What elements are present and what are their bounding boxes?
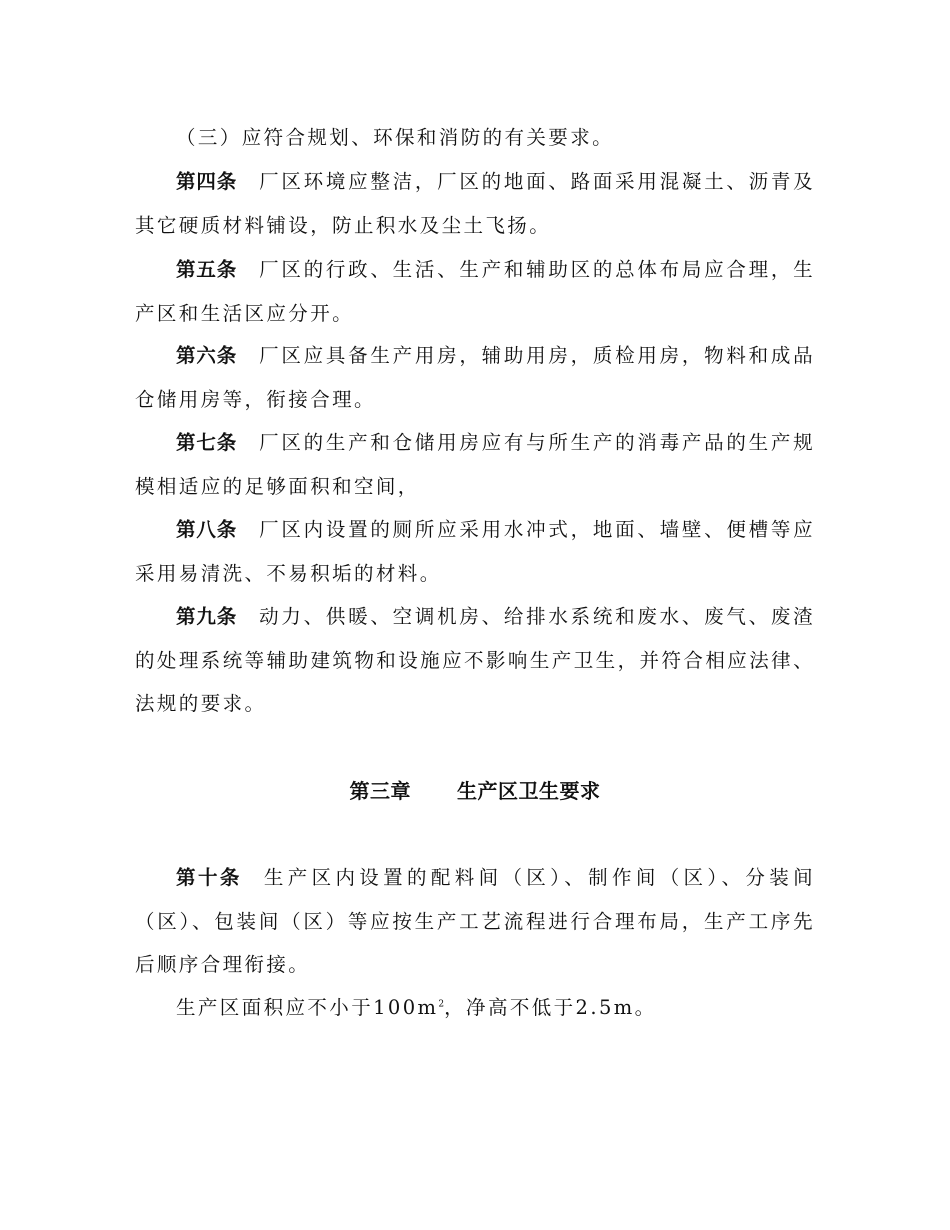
chapter-number: 第三章 (349, 779, 411, 803)
area-prefix: 生产区面积应不小于100m (176, 996, 439, 1019)
article-4-text: 厂区环境应整洁，厂区的地面、路面采用混凝土、沥青及其它硬质材料铺设，防止积水及尘土飞扬。 (135, 170, 815, 237)
area-suffix: ，净高不低于2.5m。 (444, 996, 657, 1019)
article-4 (135, 160, 815, 247)
clause-item-3-text: （三）应符合规划、环保和消防的有关要求。 (176, 126, 615, 149)
article-9 (135, 595, 815, 726)
article-10-area (135, 986, 815, 1030)
article-10-text: 生产区内设置的配料间（区）、制作间（区）、分装间（区）、包装间（区）等应按生产工艺流程进行合理布局，生产工序先后顺序合理衔接。 (135, 866, 815, 976)
article-6 (135, 334, 815, 421)
article-5-text: 厂区的行政、生活、生产和辅助区的总体布局应合理，生产区和生活区应分开。 (135, 258, 815, 325)
article-8-text: 厂区内设置的厕所应采用水冲式，地面、墙壁、便槽等应采用易清洗、不易积垢的材料。 (135, 518, 815, 585)
chapter-title: 生产区卫生要求 (457, 779, 601, 803)
article-9-label: 第九条 (176, 605, 238, 628)
article-7-text: 厂区的生产和仓储用房应有与所生产的消毒产品的生产规模相适应的足够面积和空间， (135, 431, 815, 498)
article-4-label: 第四条 (176, 170, 238, 193)
article-6-text: 厂区应具备生产用房，辅助用房，质检用房，物料和成品仓储用房等，衔接合理。 (135, 344, 815, 411)
article-10 (135, 856, 815, 987)
chapter-heading (0, 770, 950, 813)
article-9-text: 动力、供暖、空调机房、给排水系统和废水、废气、废渣的处理系统等辅助建筑物和设施应不影响生产卫生，并符合相应法律、法规的要求。 (135, 605, 815, 715)
area-superscript: 2 (438, 999, 445, 1010)
article-7-label: 第七条 (176, 431, 238, 454)
article-10-label: 第十条 (176, 866, 242, 889)
article-8-label: 第八条 (176, 518, 238, 541)
article-6-label: 第六条 (176, 344, 238, 367)
article-7 (135, 421, 815, 508)
clause-item-3 (135, 116, 815, 160)
article-5 (135, 248, 815, 335)
article-8 (135, 508, 815, 595)
article-5-label: 第五条 (176, 258, 238, 281)
